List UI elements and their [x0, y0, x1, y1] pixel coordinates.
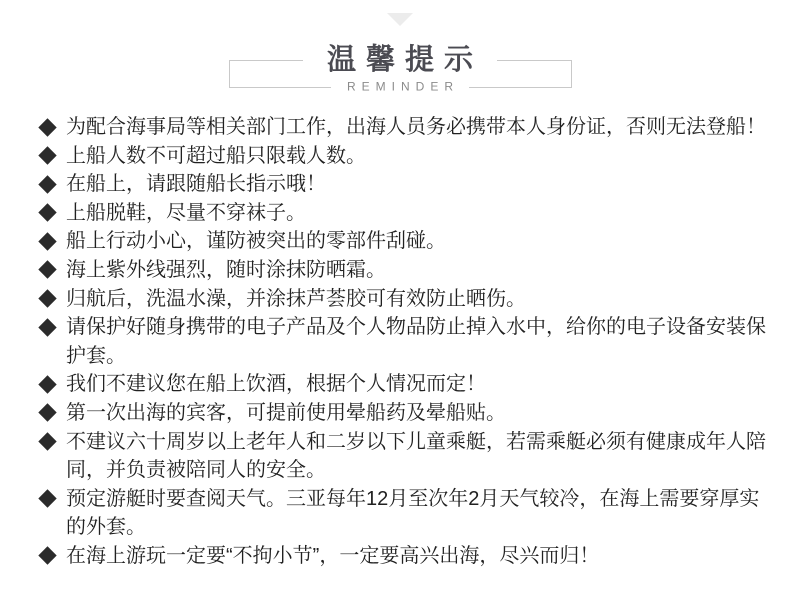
reminder-item-text: 在船上，请跟随船长指示哦！: [66, 173, 326, 196]
reminder-item: [38, 485, 768, 542]
reminder-item-text: 船上行动小心，谨防被突出的零部件刮碰。: [66, 230, 446, 253]
diamond-bullet-icon: [38, 433, 56, 451]
reminder-item: [38, 399, 768, 428]
reminder-item-text: 我们不建议您在船上饮酒，根据个人情况而定！: [66, 373, 486, 396]
diamond-bullet-icon: [38, 404, 56, 422]
reminder-item: [38, 313, 768, 370]
chevron-down-icon: [387, 13, 413, 26]
reminder-list: [0, 113, 800, 571]
reminder-item: [38, 285, 768, 314]
page-title: 温馨提示: [303, 45, 497, 77]
diamond-bullet-icon: [38, 375, 56, 393]
reminder-item: [38, 256, 768, 285]
reminder-item-text: 不建议六十周岁以上老年人和二岁以下儿童乘艇，若需乘艇必须有健康成年人陪同，并负责被陪同人的安全。: [66, 430, 766, 482]
reminder-item: [38, 227, 768, 256]
header-frame: [229, 44, 572, 94]
reminder-item-text: 上船人数不可超过船只限载人数。: [66, 144, 366, 167]
reminder-item: [38, 199, 768, 228]
reminder-item: [38, 142, 768, 171]
reminder-item-text: 在海上游玩一定要“不拘小节”，一定要高兴出海，尽兴而归！: [66, 544, 600, 567]
diamond-bullet-icon: [38, 290, 56, 308]
diamond-bullet-icon: [38, 175, 56, 193]
diamond-bullet-icon: [38, 547, 56, 565]
reminder-item: [38, 113, 768, 142]
diamond-bullet-icon: [38, 118, 56, 136]
reminder-item: [38, 370, 768, 399]
reminder-item-text: 第一次出海的宾客，可提前使用晕船药及晕船贴。: [66, 401, 506, 424]
reminder-item-text: 预定游艇时要查阅天气。三亚每年12月至次年2月天气较冷，在海上需要穿厚实的外套。: [66, 487, 760, 539]
diamond-bullet-icon: [38, 232, 56, 250]
diamond-bullet-icon: [38, 490, 56, 508]
reminder-item-text: 归航后，洗温水澡，并涂抹芦荟胶可有效防止晒伤。: [66, 287, 526, 310]
reminder-item: [38, 170, 768, 199]
page-subtitle: REMINDER: [331, 79, 469, 96]
reminder-item: [38, 542, 768, 571]
reminder-item: [38, 428, 768, 485]
reminder-item-text: 海上紫外线强烈，随时涂抹防晒霜。: [66, 258, 386, 281]
diamond-bullet-icon: [38, 204, 56, 222]
reminder-item-text: 上船脱鞋，尽量不穿袜子。: [66, 201, 306, 224]
diamond-bullet-icon: [38, 147, 56, 165]
diamond-bullet-icon: [38, 261, 56, 279]
reminder-item-text: 为配合海事局等相关部门工作，出海人员务必携带本人身份证，否则无法登船！: [66, 116, 766, 138]
diamond-bullet-icon: [38, 318, 56, 336]
reminder-item-text: 请保护好随身携带的电子产品及个人物品防止掉入水中，给你的电子设备安装保护套。: [66, 316, 766, 367]
